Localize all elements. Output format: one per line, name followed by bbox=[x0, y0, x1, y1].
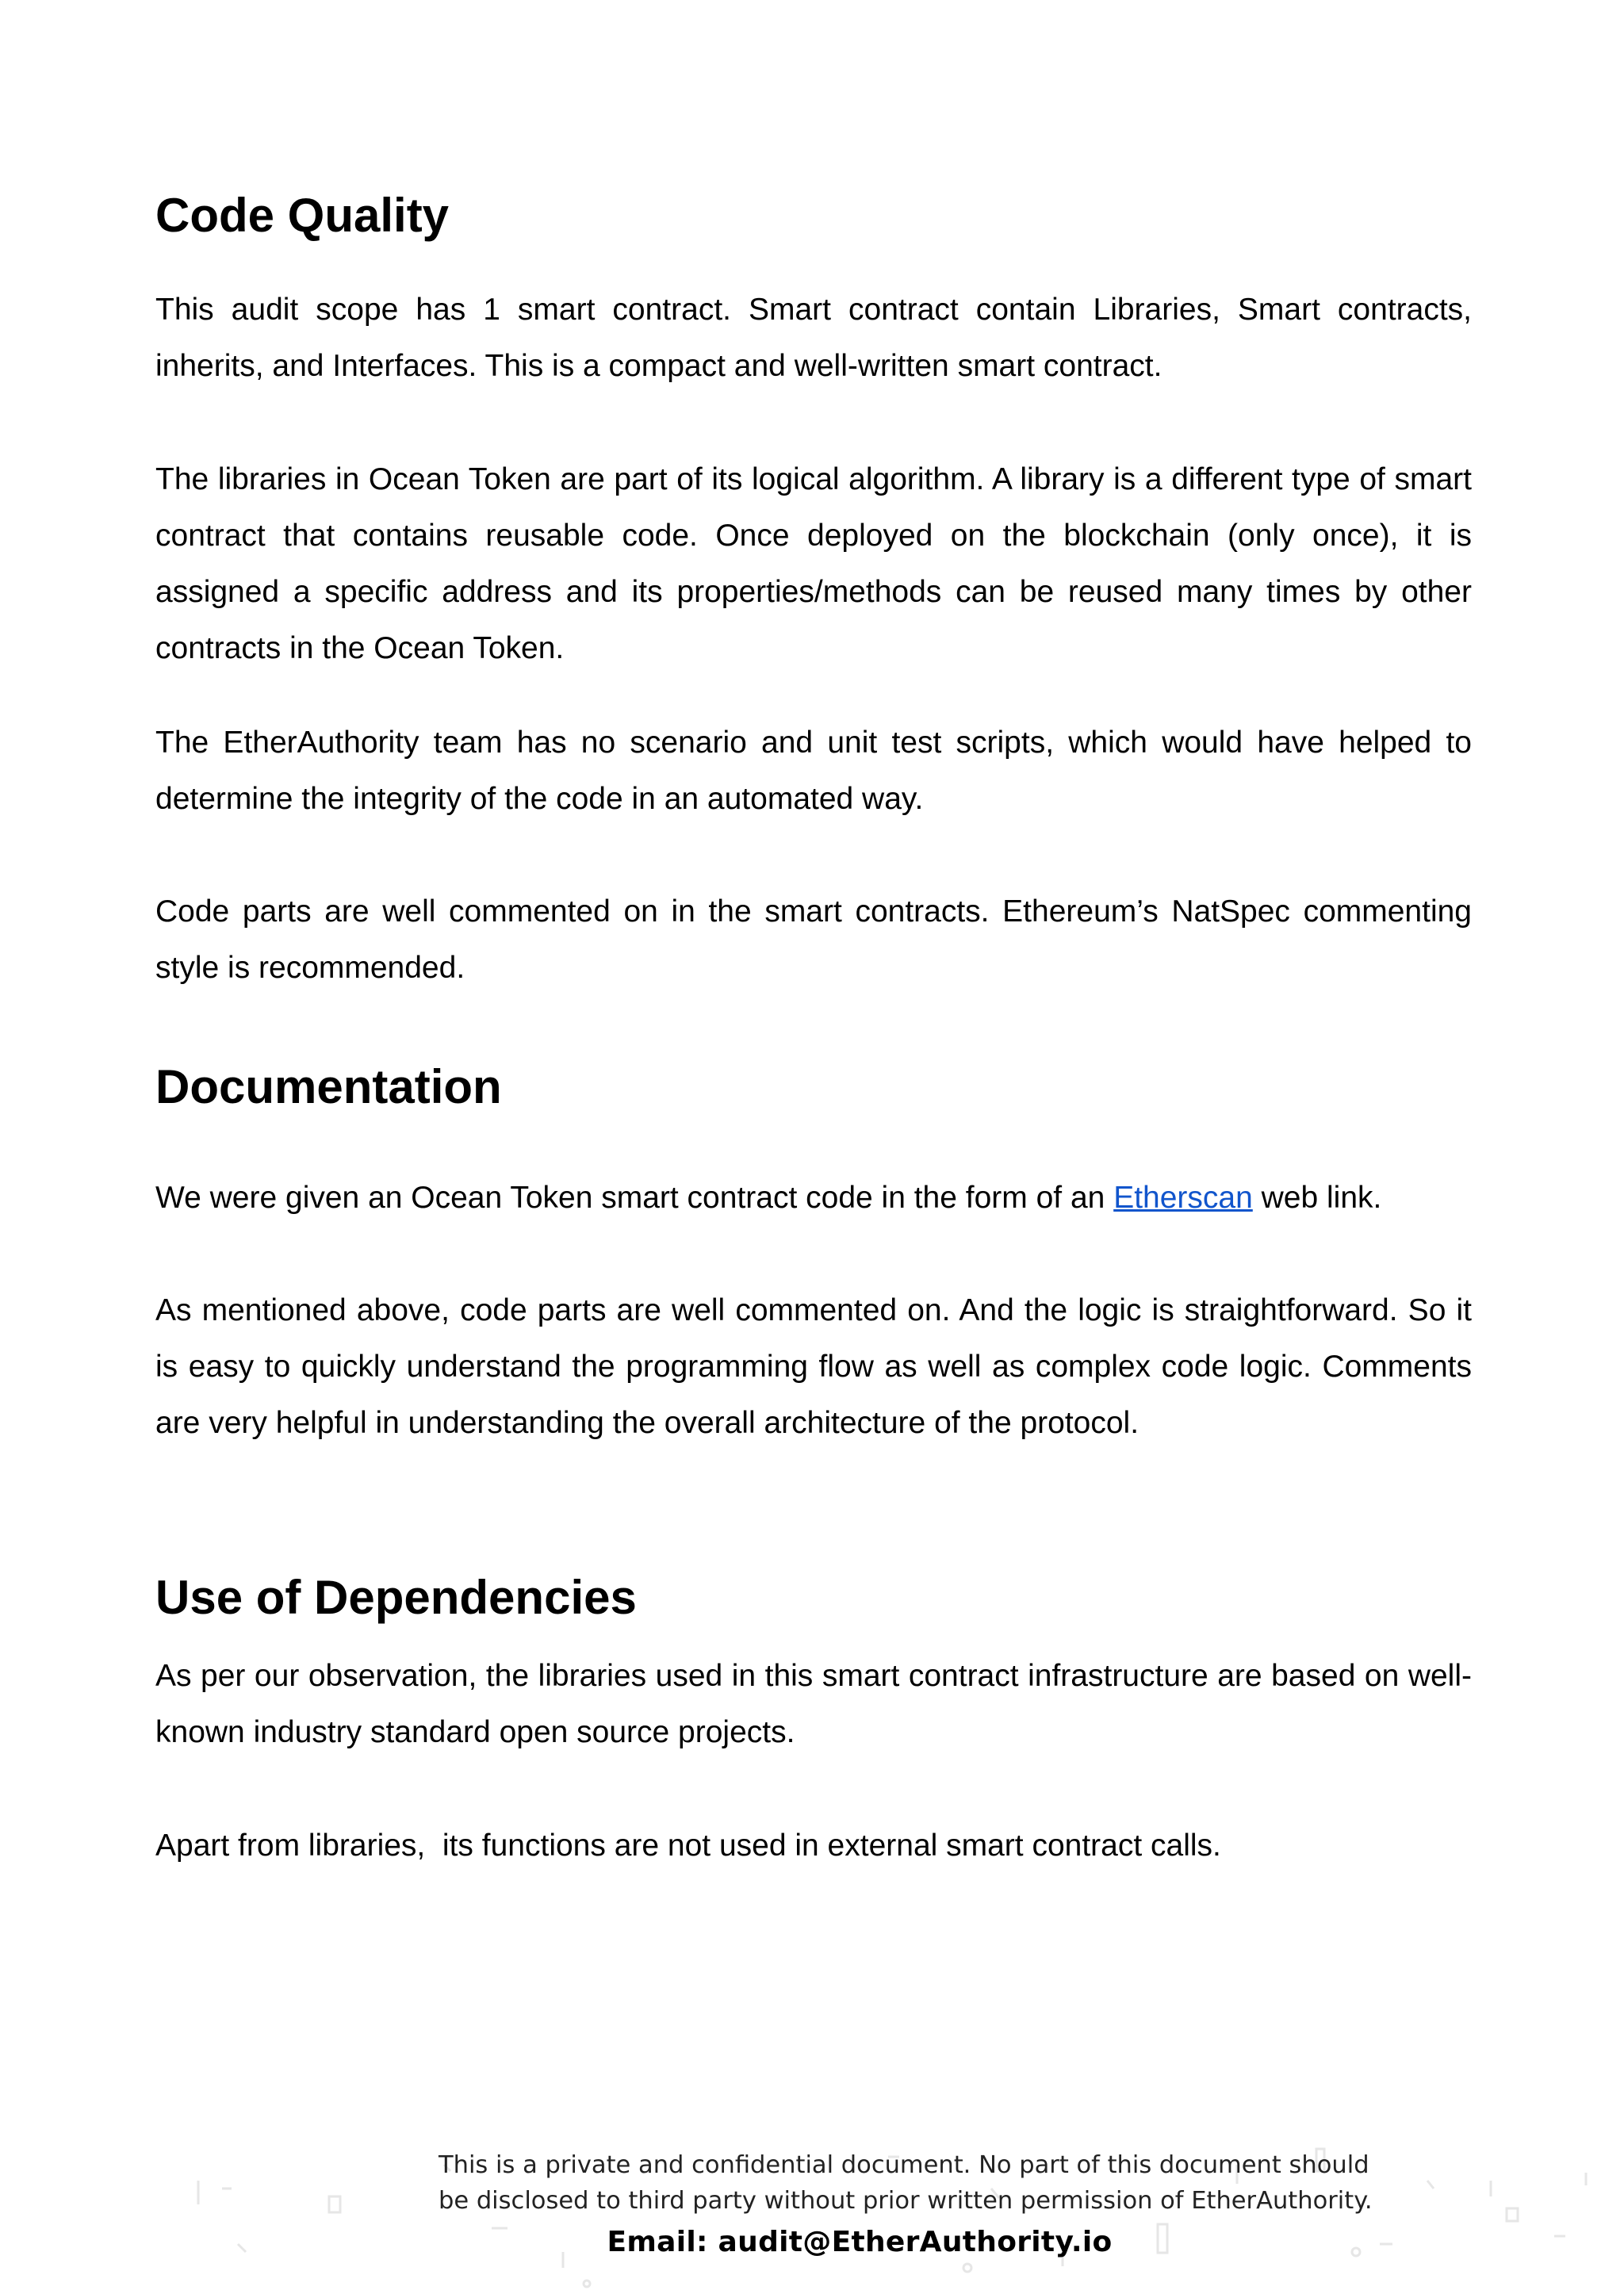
code-quality-paragraph-4-block bbox=[155, 883, 1472, 996]
code-quality-section bbox=[155, 187, 1472, 244]
code-quality-paragraph-2: The libraries in Ocean Token are part of its logical algorithm. A library is a different type of smart contract that contains reusable code. Once deployed on the blockchain (only once), it is assigned a specific address and its properties/methods can be reused many times by other contracts in the Ocean Token. bbox=[155, 462, 1472, 665]
footer-email: Email: audit@EtherAuthority.io bbox=[607, 2226, 1113, 2258]
dependencies-paragraph-1-block bbox=[155, 1648, 1472, 1760]
code-quality-paragraph-2-block bbox=[155, 451, 1472, 676]
documentation-text-before-link: We were given an Ocean Token smart contract code in the form of an bbox=[155, 1181, 1114, 1215]
documentation-paragraph-1 bbox=[155, 1170, 1472, 1226]
dependencies-paragraph-2: Apart from libraries, its functions are not used in external smart contract calls. bbox=[155, 1829, 1221, 1863]
documentation-heading: Documentation bbox=[155, 1060, 502, 1113]
documentation-section bbox=[155, 1059, 1472, 1116]
documentation-paragraph-2-block bbox=[155, 1282, 1472, 1451]
documentation-paragraph-1-block bbox=[155, 1170, 1472, 1226]
confidentiality-notice bbox=[439, 2147, 1390, 2219]
code-quality-heading: Code Quality bbox=[155, 189, 450, 242]
dependencies-paragraph-2-block bbox=[155, 1817, 1472, 1874]
confidentiality-line-1: This is a private and confidential document. No part of this document should bbox=[439, 2151, 1369, 2179]
dependencies-heading: Use of Dependencies bbox=[155, 1571, 637, 1624]
code-quality-paragraph-1: This audit scope has 1 smart contract. Smart contract contain Libraries, Smart contracts, inherits, and Interfaces. This is a compact and well-written smart contract. bbox=[155, 293, 1472, 383]
code-quality-paragraph-1-block bbox=[155, 281, 1472, 394]
documentation-text-after-link: web link. bbox=[1252, 1181, 1382, 1215]
dependencies-paragraph-1: As per our observation, the libraries used in this smart contract infrastructure are based on well-known industry standard open source projects. bbox=[155, 1659, 1472, 1749]
etherscan-link[interactable]: Etherscan bbox=[1113, 1181, 1253, 1215]
confidentiality-line-2: be disclosed to third party without prior written permission of EtherAuthority. bbox=[439, 2187, 1373, 2215]
code-quality-paragraph-3: The EtherAuthority team has no scenario and unit test scripts, which would have helped to determine the integrity of the code in an automated way. bbox=[155, 726, 1472, 816]
code-quality-paragraph-4: Code parts are well commented on in the smart contracts. Ethereum’s NatSpec commenting style is recommended. bbox=[155, 894, 1472, 985]
code-quality-paragraph-3-block bbox=[155, 714, 1472, 827]
dependencies-section bbox=[155, 1569, 1472, 1626]
page-footer bbox=[0, 2133, 1624, 2294]
documentation-paragraph-2: As mentioned above, code parts are well commented on. And the logic is straightforward. So it is easy to quickly understand the programming flow as well as complex code logic. Comments are very helpful in understanding the overall architecture of the protocol. bbox=[155, 1293, 1472, 1440]
